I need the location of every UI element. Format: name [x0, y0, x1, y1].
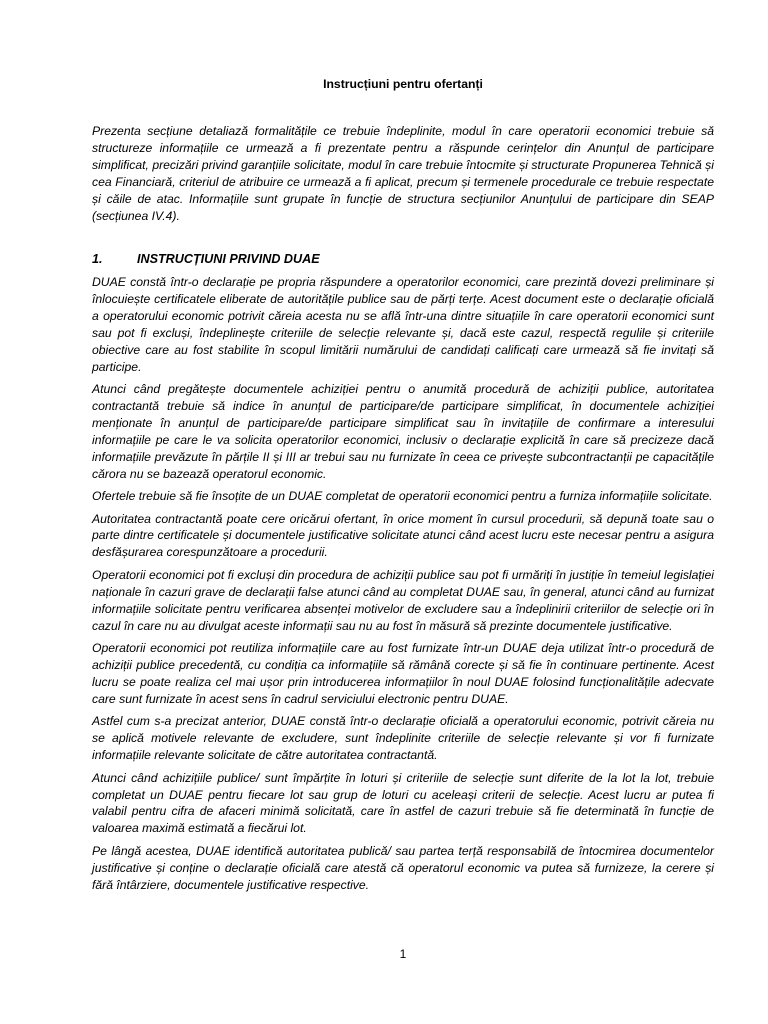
document-title: Instrucțiuni pentru ofertanți: [323, 77, 483, 91]
body-paragraph: Atunci când pregătește documentele achiziției pentru o anumită procedură de achiziții publice, autoritatea contractantă trebuie să indice în anunțul de participare/de participare simplificat, în documentele achiziției menționate în anunțul de participare/de participare simplificat sau în invitațiile de confirmare a interesului informațiile pe care le va solicita operatorilor economici, inclusiv o declarație explicită în care să precizeze dacă informațiile prevăzute în părțile II și III ar trebui sau nu furnizate în ceea ce privește subcontractanții pe capacitățile cărora nu se bazează operatorul economic.: [92, 382, 714, 481]
section-body: [92, 274, 714, 899]
intro-paragraph: Prezenta secțiune detaliază formalitățile ce trebuie îndeplinite, modul în care operatorii economici trebuie să structureze informațiile ce urmează a fi prezentate pentru a răspunde cerințelor din Anunțul de participare simplificat, precizări privind garanțiile solicitate, modul în care trebuie întocmite și structurate Propunerea Tehnică și cea Financiară, criteriul de atribuire ce urmează a fi aplicat, precum și termenele procedurale ce trebuie respectate și căile de atac. Informațiile sunt grupate în funcție de structura secțiunilor Anunțului de participare din SEAP (secțiunea IV.4).: [92, 124, 714, 223]
body-paragraph: Pe lângă acestea, DUAE identifică autoritatea publică/ sau partea terță responsabilă de întocmirea documentelor justificative și conține o declarație oficială care atestă că operatorul economic va putea să furnizeze, la cerere și fără întârziere, documentele justificative respective.: [92, 843, 714, 892]
section-heading: [92, 251, 714, 268]
body-paragraph: Atunci când achizițiile publice/ sunt împărțite în loturi și criteriile de selecție sunt diferite de la lot la lot, trebuie completat un DUAE pentru fiecare lot sau grup de loturi cu aceleași criterii de selecție. Acest lucru ar putea fi valabil pentru cifra de afaceri minimă solicitată, care în astfel de cazuri trebuie să fie determinată în funcție de valoarea maximă estimată a fiecărui lot.: [92, 770, 714, 836]
body-paragraph: Autoritatea contractantă poate cere oricărui ofertant, în orice moment în cursul procedurii, să depună toate sau o parte dintre certificatele și documentele justificative solicitate atunci când acest lucru este necesar pentru a asigura desfășurarea corespunzătoare a procedurii.: [92, 511, 714, 560]
document-page: [92, 0, 714, 1024]
section-title: INSTRUCȚIUNI PRIVIND DUAE: [137, 252, 320, 266]
section-number: 1.: [92, 252, 103, 266]
body-paragraph: Operatorii economici pot reutiliza informațiile care au fost furnizate într-un DUAE deja utilizat într-o procedură de achiziții publice precedentă, cu condiția ca informațiile să rămână corecte și să fie în continuare pertinente. Acest lucru se poate realiza cel mai ușor prin introducerea informațiilor în noul DUAE folosind funcționalitățile adecvate care sunt furnizate în acest sens în cadrul serviciului electronic pentru DUAE.: [92, 641, 714, 706]
body-paragraph: Operatorii economici pot fi excluși din procedura de achiziții publice sau pot fi urmăriți în justiție în temeiul legislației naționale în cazuri grave de declarații false atunci când au completat DUAE sau, în general, atunci când au furnizat informațiile solicitate pentru verificarea absenței motivelor de excludere sau a îndeplinirii criteriilor de selecție ori în cazul în care nu au divulgat aceste informații sau nu au fost în măsură să prezinte documentele justificative.: [92, 567, 714, 633]
body-paragraph: Astfel cum s-a precizat anterior, DUAE constă într-o declarație oficială a operatorului economic, potrivit căreia nu se aplică motivele relevante de excludere, sunt îndeplinite criteriile de selecție relevante și vor fi furnizate informațiile relevante solicitate de către autoritatea contractantă.: [92, 714, 714, 763]
body-paragraph: Ofertele trebuie să fie însoțite de un DUAE completat de operatorii economici pentru a furniza informațiile solicitate.: [92, 489, 713, 504]
body-paragraph: DUAE constă într-o declarație pe propria răspundere a operatorilor economici, care prezintă dovezi preliminare și înlocuiește certificatele eliberate de autoritățile publice sau de părți terțe. Acest document este o declarație oficială a operatorului economic potrivit căreia acesta nu se află într-una dintre situațiile în care operatorii economici sunt sau pot fi excluși, îndeplinește criteriile de selecție relevante și, dacă este cazul, respectă regulile și criteriile obiective care au fost stabilite în scopul limitării numărului de candidați calificați care urmează să fie invitați să participe.: [92, 275, 714, 374]
page-number: 1: [399, 947, 407, 961]
